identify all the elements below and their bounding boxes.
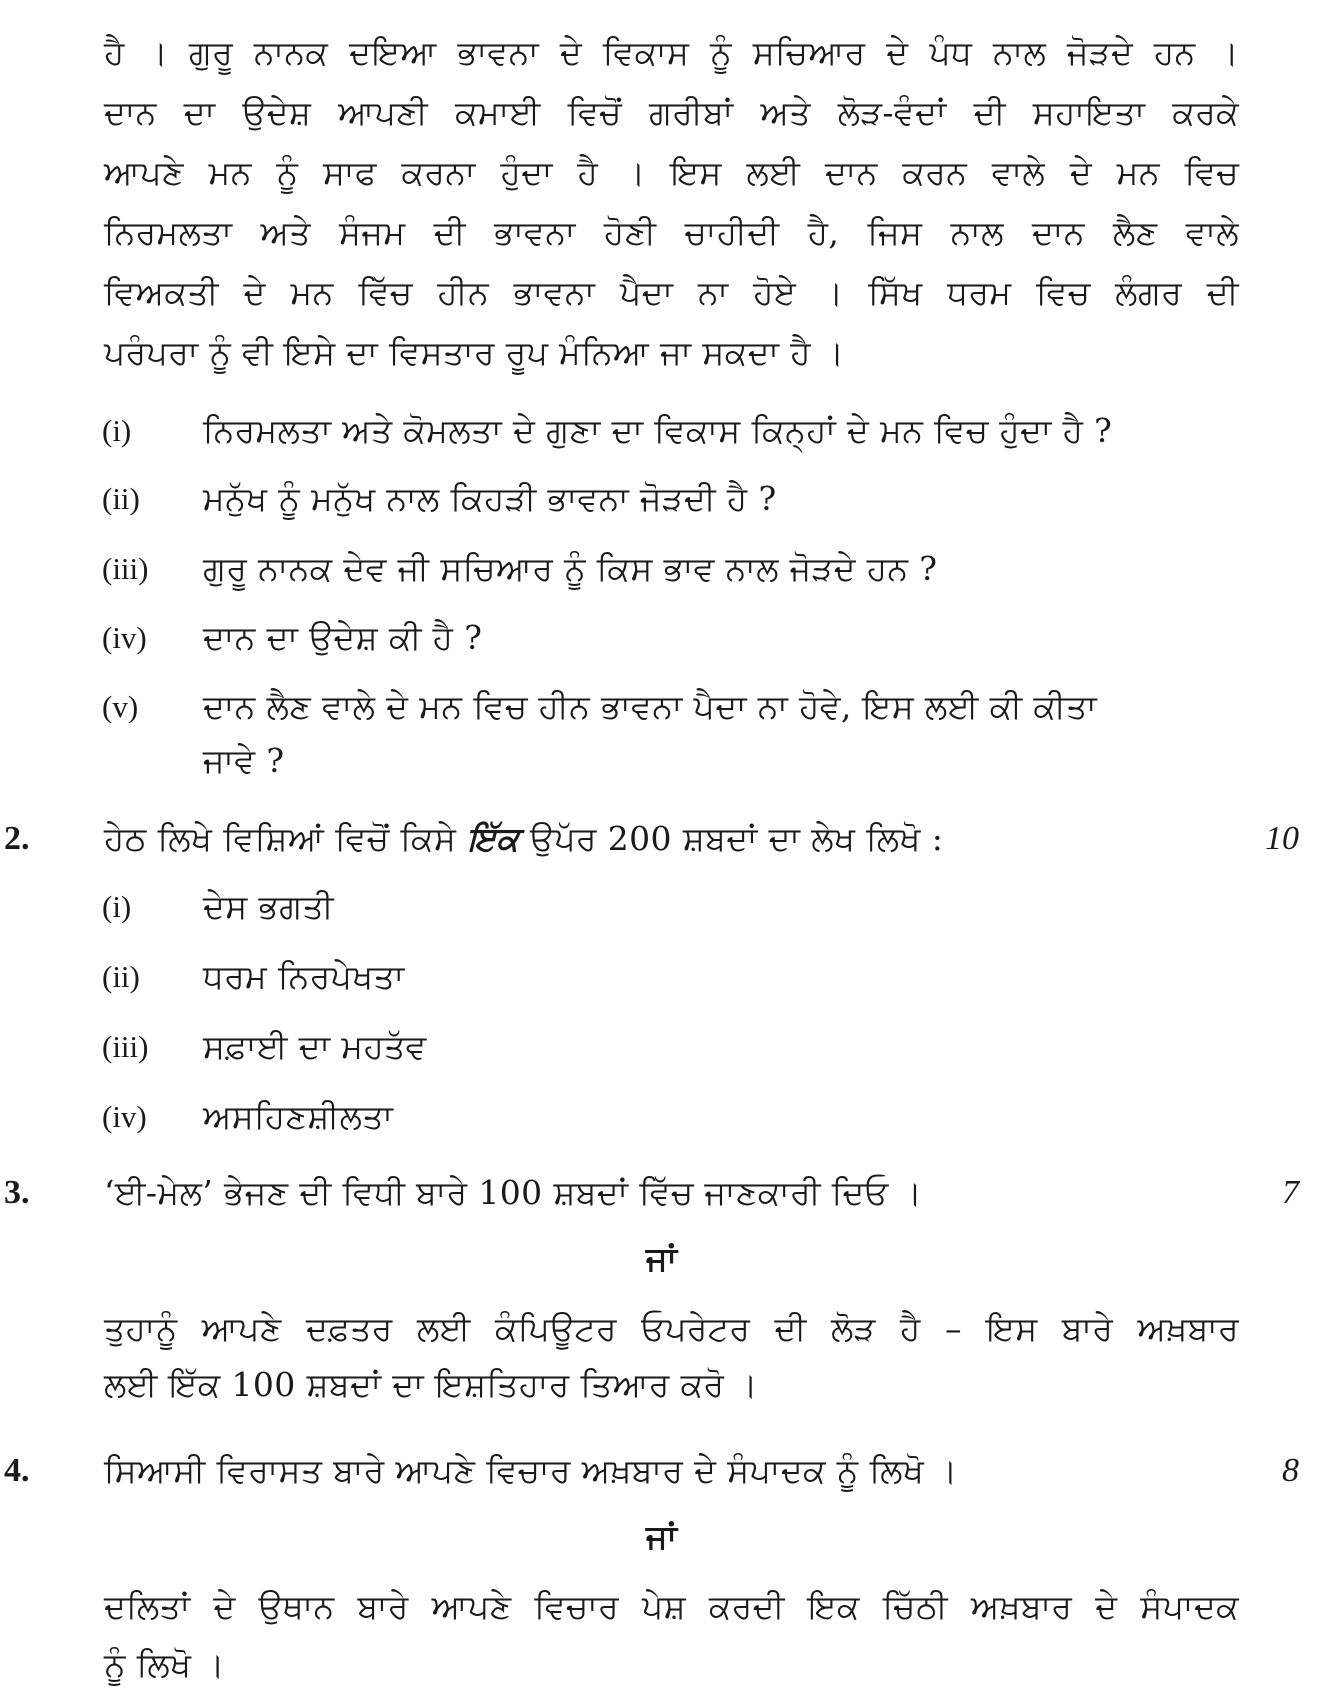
alternative-line-1: ਤੁਹਾਨੂੰ ਆਪਣੇ ਦਫ਼ਤਰ ਲਈ ਕੰਪਿਊਟਰ ਓਪਰੇਟਰ ਦੀ ਲੋੜ ਹੈ – ਇਸ ਬਾਰੇ ਅਖ਼ਬਾਰ [104,1309,1239,1348]
subquestion-text: ਮਨੁੱਖ ਨੂੰ ਮਨੁੱਖ ਨਾਲ ਕਿਹੜੀ ਭਾਵਨਾ ਜੋੜਦੀ ਹੈ ? [203,479,777,518]
passage-line-6: ਪਰੰਪਰਾ ਨੂੰ ਵੀ ਇਸੇ ਦਾ ਵਿਸਤਾਰ ਰੂਪ ਮੰਨਿਆ ਜਾ ਸਕਦਾ ਹੈ । [104,333,845,372]
subquestion-number: (iv) [102,620,147,655]
passage-line-3: ਆਪਣੇ ਮਨ ਨੂੰ ਸਾਫ ਕਰਨਾ ਹੁੰਦਾ ਹੈ । ਇਸ ਲਈ ਦਾਨ ਕਰਨ ਵਾਲੇ ਦੇ ਮਨ ਵਿਚ [104,153,1239,192]
question-number: 4. [4,1452,30,1489]
or-separator: ਜਾਂ [646,1517,677,1556]
option-text: ਦੇਸ ਭਗਤੀ [203,887,334,926]
or-separator: ਜਾਂ [646,1239,677,1278]
alternative-line-2: ਨੂੰ ਲਿਖੋ । [104,1645,225,1684]
question-text [104,808,943,870]
question-text-start: ਹੇਠ ਲਿਖੇ ਵਿਸ਼ਿਆਂ ਵਿਚੋਂ ਕਿਸੇ [104,819,457,858]
option-text: ਧਰਮ ਨਿਰਪੇਖਤਾ [203,957,405,996]
question-marks: 10 [1265,820,1299,857]
question-text-end: ਉਪੱਰ 200 ਸ਼ਬਦਾਂ ਦਾ ਲੇਖ ਲਿਖੋ : [519,819,944,858]
subquestion-number: (i) [102,413,132,448]
option-text: ਸਫ਼ਾਈ ਦਾ ਮਹਤੱਵ [203,1027,427,1066]
question-number: 2. [4,820,30,857]
passage-line-5: ਵਿਅਕਤੀ ਦੇ ਮਨ ਵਿੱਚ ਹੀਨ ਭਾਵਨਾ ਪੈਦਾ ਨਾ ਹੋਏ । ਸਿੱਖ ਧਰਮ ਵਿਚ ਲੰਗਰ ਦੀ [104,273,1239,312]
question-marks: 8 [1282,1452,1299,1489]
option-number: (ii) [102,959,140,994]
alternative-line-2: ਲਈ ਇੱਕ 100 ਸ਼ਬਦਾਂ ਦਾ ਇਸ਼ਤਿਹਾਰ ਤਿਆਰ ਕਰੋ । [104,1365,758,1404]
option-number: (iii) [102,1029,149,1064]
subquestion-number: (v) [102,689,139,724]
subquestion-text: ਦਾਨ ਲੈਣ ਵਾਲੇ ਦੇ ਮਨ ਵਿਚ ਹੀਨ ਭਾਵਨਾ ਪੈਦਾ ਨਾ ਹੋਵੇ, ਇਸ ਲਈ ਕੀ ਕੀਤਾ [203,687,1098,726]
option-number: (i) [102,889,132,924]
subquestion-text-continued: ਜਾਵੇ ? [203,741,285,780]
option-number: (iv) [102,1099,147,1134]
subquestion-number: (ii) [102,481,140,516]
question-marks: 7 [1282,1174,1299,1211]
alternative-line-1: ਦਲਿਤਾਂ ਦੇ ਉਥਾਨ ਬਾਰੇ ਆਪਣੇ ਵਿਚਾਰ ਪੇਸ਼ ਕਰਦੀ ਇਕ ਚਿੱਠੀ ਅਖ਼ਬਾਰ ਦੇ ਸੰਪਾਦਕ [104,1587,1239,1626]
subquestion-text: ਦਾਨ ਦਾ ਉਦੇਸ਼ ਕੀ ਹੈ ? [203,618,483,657]
subquestion-text: ਗੁਰੂ ਨਾਨਕ ਦੇਵ ਜੀ ਸਚਿਆਰ ਨੂੰ ਕਿਸ ਭਾਵ ਨਾਲ ਜੋੜਦੇ ਹਨ ? [203,549,938,588]
question-text: ‘ਈ-ਮੇਲ’ ਭੇਜਣ ਦੀ ਵਿਧੀ ਬਾਰੇ 100 ਸ਼ਬਦਾਂ ਵਿੱਚ ਜਾਣਕਾਰੀ ਦਿਓ । [104,1173,923,1212]
question-text: ਸਿਆਸੀ ਵਿਰਾਸਤ ਬਾਰੇ ਆਪਣੇ ਵਿਚਾਰ ਅਖ਼ਬਾਰ ਦੇ ਸੰਪਾਦਕ ਨੂੰ ਲਿਖੋ । [104,1451,958,1490]
passage-line-1: ਹੈ । ਗੁਰੂ ਨਾਨਕ ਦਇਆ ਭਾਵਨਾ ਦੇ ਵਿਕਾਸ ਨੂੰ ਸਚਿਆਰ ਦੇ ਪੰਧ ਨਾਲ ਜੋੜਦੇ ਹਨ । [104,33,1239,72]
passage-line-2: ਦਾਨ ਦਾ ਉਦੇਸ਼ ਆਪਣੀ ਕਮਾਈ ਵਿਚੋਂ ਗਰੀਬਾਂ ਅਤੇ ਲੋੜ-ਵੰਦਾਂ ਦੀ ਸਹਾਇਤਾ ਕਰਕੇ [104,93,1239,132]
option-text: ਅਸਹਿਣਸ਼ੀਲਤਾ [203,1097,394,1136]
question-emphasis: ਇੱਕ [467,819,520,858]
subquestion-number: (iii) [102,551,149,586]
question-number: 3. [4,1174,30,1211]
passage-line-4: ਨਿਰਮਲਤਾ ਅਤੇ ਸੰਜਮ ਦੀ ਭਾਵਨਾ ਹੋਣੀ ਚਾਹੀਦੀ ਹੈ, ਜਿਸ ਨਾਲ ਦਾਨ ਲੈਣ ਵਾਲੇ [104,213,1239,252]
subquestion-text: ਨਿਰਮਲਤਾ ਅਤੇ ਕੋਮਲਤਾ ਦੇ ਗੁਣਾ ਦਾ ਵਿਕਾਸ ਕਿਨ੍ਹਾਂ ਦੇ ਮਨ ਵਿਚ ਹੁੰਦਾ ਹੈ ? [203,411,1113,450]
